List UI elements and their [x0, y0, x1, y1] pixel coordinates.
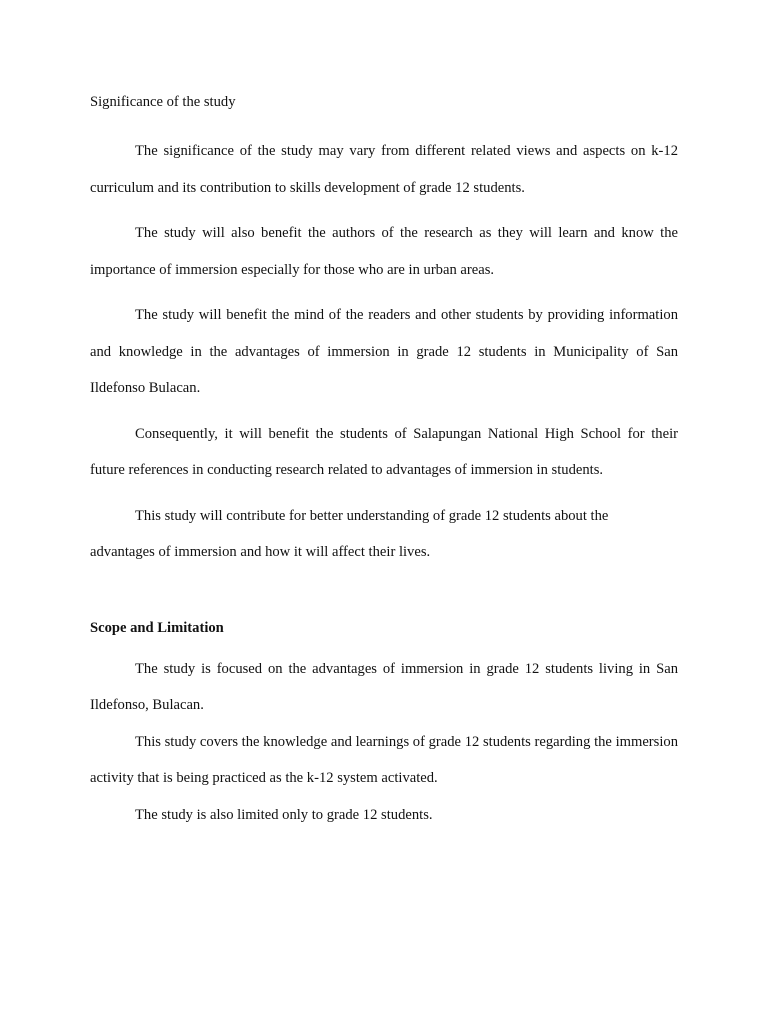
- document-body: [90, 91, 678, 833]
- paragraph: The study is focused on the advantages of immersion in grade 12 students living in San Ildefonso, Bulacan.: [90, 660, 678, 713]
- paragraph: The significance of the study may vary from different related views and aspects on k-12 curriculum and its contribution to skills development of grade 12 students.: [90, 143, 678, 196]
- section-heading-significance: Significance of the study: [90, 94, 236, 110]
- significance-section: [90, 91, 678, 571]
- paragraph: This study will contribute for better understanding of grade 12 students about the advantages of immersion and how it will affect their lives.: [90, 507, 609, 560]
- scope-section: [90, 617, 678, 834]
- paragraph: Consequently, it will benefit the students of Salapungan National High School for their future references in conducting research related to advantages of immersion in students.: [90, 425, 678, 478]
- paragraph: The study will also benefit the authors of the research as they will learn and know the importance of immersion especially for those who are in urban areas.: [90, 225, 678, 278]
- paragraph: This study covers the knowledge and learnings of grade 12 students regarding the immersion activity that is being practiced as the k-12 system activated.: [90, 733, 678, 786]
- section-heading-scope: Scope and Limitation: [90, 619, 224, 636]
- paragraph: The study will benefit the mind of the readers and other students by providing information and knowledge in the advantages of immersion in grade 12 students in Municipality of San Ildefonso Bulacan.: [90, 307, 678, 396]
- paragraph: The study is also limited only to grade 12 students.: [135, 806, 433, 823]
